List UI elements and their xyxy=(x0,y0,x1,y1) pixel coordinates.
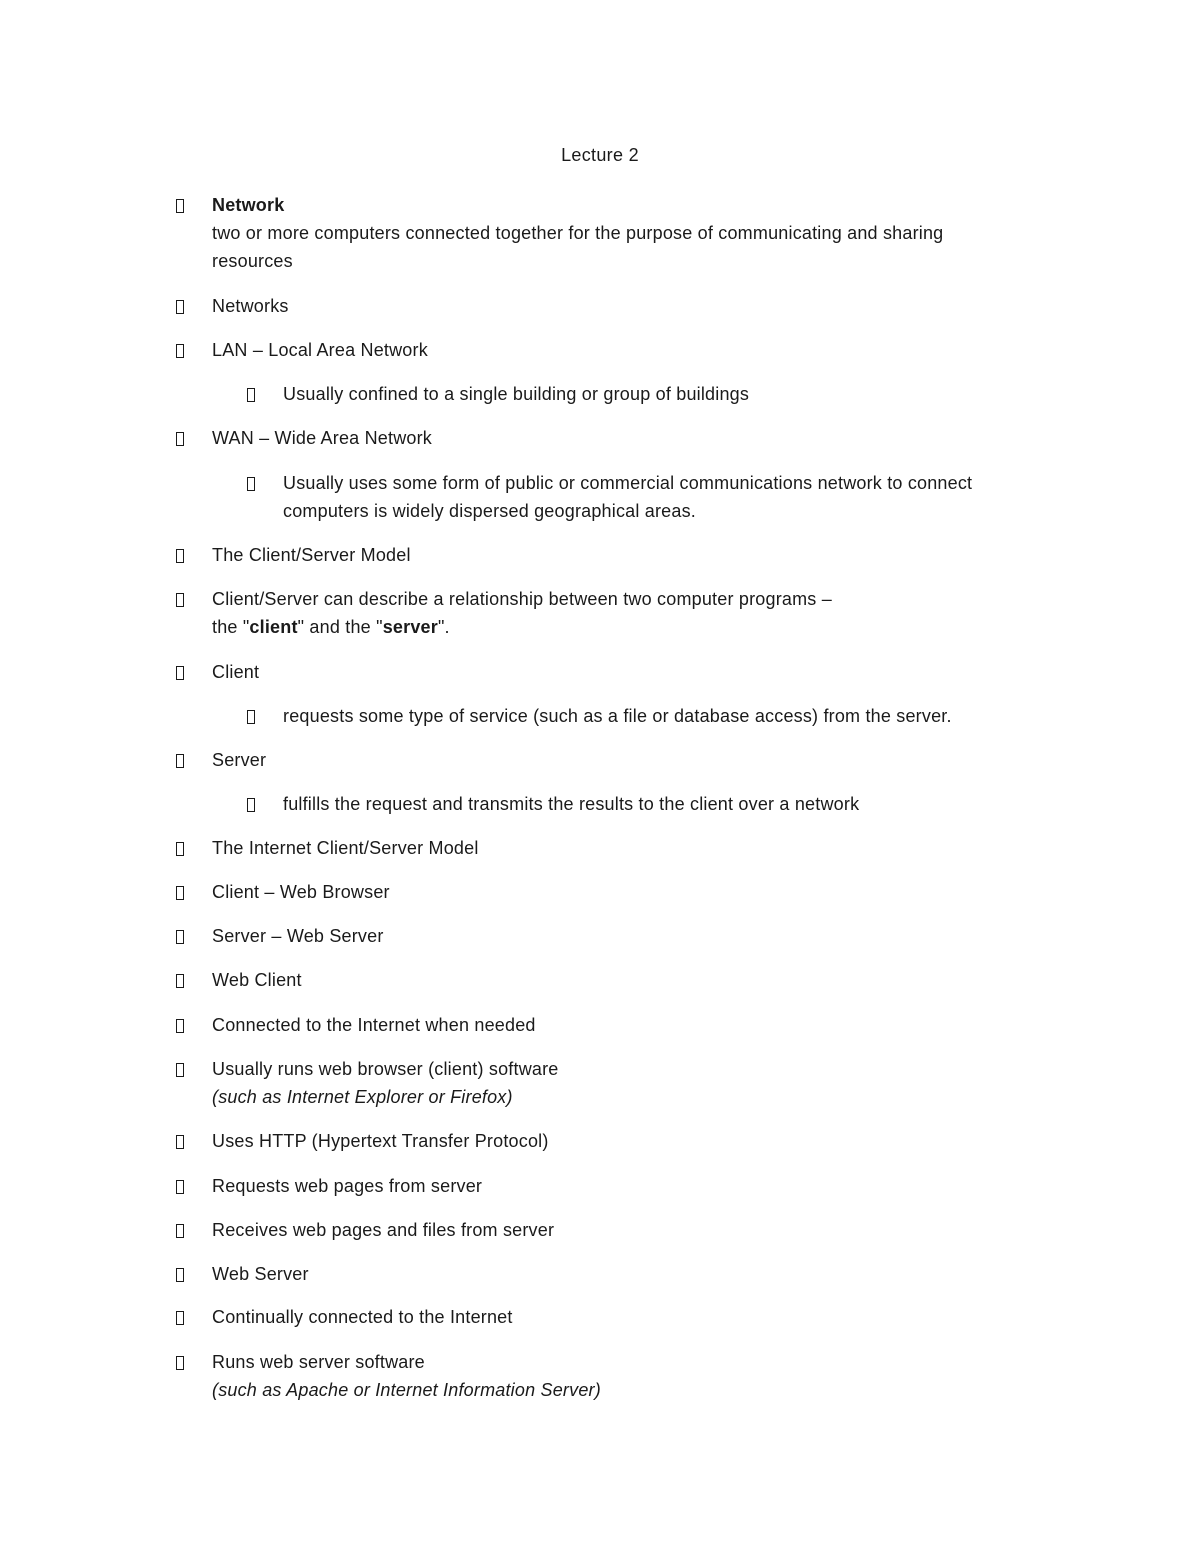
text-segment: Server – Web Server xyxy=(212,926,384,946)
text-line xyxy=(212,292,289,320)
list-item-text xyxy=(212,541,411,569)
bullet-glyph-icon xyxy=(176,842,184,856)
bullet-glyph-icon xyxy=(176,1063,184,1077)
text-line xyxy=(212,613,832,641)
list-item-text xyxy=(212,1172,482,1200)
text-segment: Connected to the Internet when needed xyxy=(212,1015,536,1035)
text-segment: Networks xyxy=(212,296,289,316)
bullet-glyph-icon xyxy=(176,344,184,358)
text-segment: requests some type of service (such as a file or database access) from the server. xyxy=(283,706,952,726)
text-segment: Uses HTTP (Hypertext Transfer Protocol) xyxy=(212,1131,549,1151)
text-line xyxy=(212,219,943,247)
bullet-glyph-icon xyxy=(176,432,184,446)
list-item-text xyxy=(212,292,289,320)
bullet-glyph-icon xyxy=(176,1356,184,1370)
text-segment: Continually connected to the Internet xyxy=(212,1307,513,1327)
bullet-glyph-icon xyxy=(176,1268,184,1282)
list-item-text xyxy=(212,966,302,994)
text-segment: resources xyxy=(212,251,293,271)
text-line xyxy=(283,469,972,497)
bullet-glyph-icon xyxy=(176,974,184,988)
text-segment: " and the " xyxy=(297,617,383,637)
text-line xyxy=(212,922,384,950)
text-segment: Network xyxy=(212,195,285,215)
list-item-text xyxy=(212,658,259,686)
bullet-glyph-icon xyxy=(247,388,255,402)
bullet-glyph-icon xyxy=(247,710,255,724)
text-segment: LAN – Local Area Network xyxy=(212,340,428,360)
text-line xyxy=(212,1055,559,1083)
text-segment: Client/Server can describe a relationship between two computer programs – xyxy=(212,589,832,609)
list-item-text xyxy=(212,191,943,275)
list-item-text xyxy=(212,424,432,452)
text-line xyxy=(212,966,302,994)
text-line xyxy=(212,1172,482,1200)
text-line xyxy=(283,702,952,730)
text-segment: (such as Internet Explorer or Firefox) xyxy=(212,1087,513,1107)
text-line xyxy=(212,1376,601,1404)
text-line xyxy=(212,424,432,452)
list-item-text xyxy=(212,1055,559,1111)
text-line xyxy=(212,585,832,613)
text-line xyxy=(212,247,943,275)
text-segment: Usually uses some form of public or commercial communications network to connect xyxy=(283,473,973,493)
bullet-glyph-icon xyxy=(176,593,184,607)
text-segment: Receives web pages and files from server xyxy=(212,1220,555,1240)
text-line xyxy=(212,878,390,906)
list-item-text xyxy=(212,585,832,641)
bullet-glyph-icon xyxy=(176,1019,184,1033)
text-line xyxy=(212,658,259,686)
list-item-text xyxy=(212,878,390,906)
text-segment: Usually runs web browser (client) software xyxy=(212,1059,559,1079)
bullet-glyph-icon xyxy=(176,1135,184,1149)
bullet-glyph-icon xyxy=(176,199,184,213)
bullet-glyph-icon xyxy=(176,886,184,900)
text-line xyxy=(212,1011,536,1039)
list-item-text xyxy=(212,1011,536,1039)
list-item-text xyxy=(212,746,266,774)
text-line xyxy=(212,746,266,774)
list-item-text xyxy=(283,380,749,408)
text-segment: Web Client xyxy=(212,970,302,990)
text-segment: fulfills the request and transmits the results to the client over a network xyxy=(283,794,860,814)
text-line xyxy=(212,336,428,364)
list-item-text xyxy=(212,834,479,862)
text-segment: Server xyxy=(212,750,267,770)
text-line xyxy=(212,1348,601,1376)
text-segment: Client – Web Browser xyxy=(212,882,390,902)
bullet-glyph-icon xyxy=(176,300,184,314)
text-segment: The Client/Server Model xyxy=(212,545,411,565)
text-line xyxy=(212,1260,309,1288)
list-item-text xyxy=(212,1303,513,1331)
text-line xyxy=(283,790,859,818)
text-segment: (such as Apache or Internet Information Server) xyxy=(212,1380,601,1400)
text-segment: Usually confined to a single building or group of buildings xyxy=(283,384,750,404)
bullet-glyph-icon xyxy=(176,1180,184,1194)
text-segment: server xyxy=(382,617,438,637)
text-segment: two or more computers connected together for the purpose of communicating and sharing xyxy=(212,223,944,243)
text-segment: ". xyxy=(437,617,450,637)
text-segment: Web Server xyxy=(212,1264,309,1284)
bullet-glyph-icon xyxy=(247,477,255,491)
text-segment: Client xyxy=(212,662,260,682)
text-segment: The Internet Client/Server Model xyxy=(212,838,479,858)
bullet-glyph-icon xyxy=(176,930,184,944)
bullet-glyph-icon xyxy=(176,1311,184,1325)
bullet-glyph-icon xyxy=(176,1224,184,1238)
bullet-glyph-icon xyxy=(247,798,255,812)
text-line xyxy=(212,1083,559,1111)
text-segment: client xyxy=(249,617,298,637)
text-line xyxy=(283,497,972,525)
text-line xyxy=(212,541,411,569)
text-line xyxy=(283,380,749,408)
list-item-text xyxy=(283,790,859,818)
list-item-text xyxy=(212,1127,549,1155)
list-item-text xyxy=(212,336,428,364)
list-item-text xyxy=(212,1260,309,1288)
text-line xyxy=(212,1127,549,1155)
list-item-text xyxy=(212,922,384,950)
text-line xyxy=(212,1303,513,1331)
list-item-text xyxy=(212,1216,554,1244)
text-segment: computers is widely dispersed geographical areas. xyxy=(283,501,697,521)
list-item-text xyxy=(283,702,952,730)
text-line xyxy=(212,1216,554,1244)
bullet-glyph-icon xyxy=(176,666,184,680)
bullet-glyph-icon xyxy=(176,754,184,768)
text-segment: the " xyxy=(212,617,250,637)
text-line xyxy=(212,834,479,862)
text-segment: Runs web server software xyxy=(212,1352,425,1372)
text-line xyxy=(212,191,943,219)
text-segment: WAN – Wide Area Network xyxy=(212,428,432,448)
text-segment: Requests web pages from server xyxy=(212,1176,483,1196)
list-item-text xyxy=(283,469,972,525)
list-item-text xyxy=(212,1348,601,1404)
bullet-glyph-icon xyxy=(176,549,184,563)
page-title: Lecture 2 xyxy=(561,145,639,165)
